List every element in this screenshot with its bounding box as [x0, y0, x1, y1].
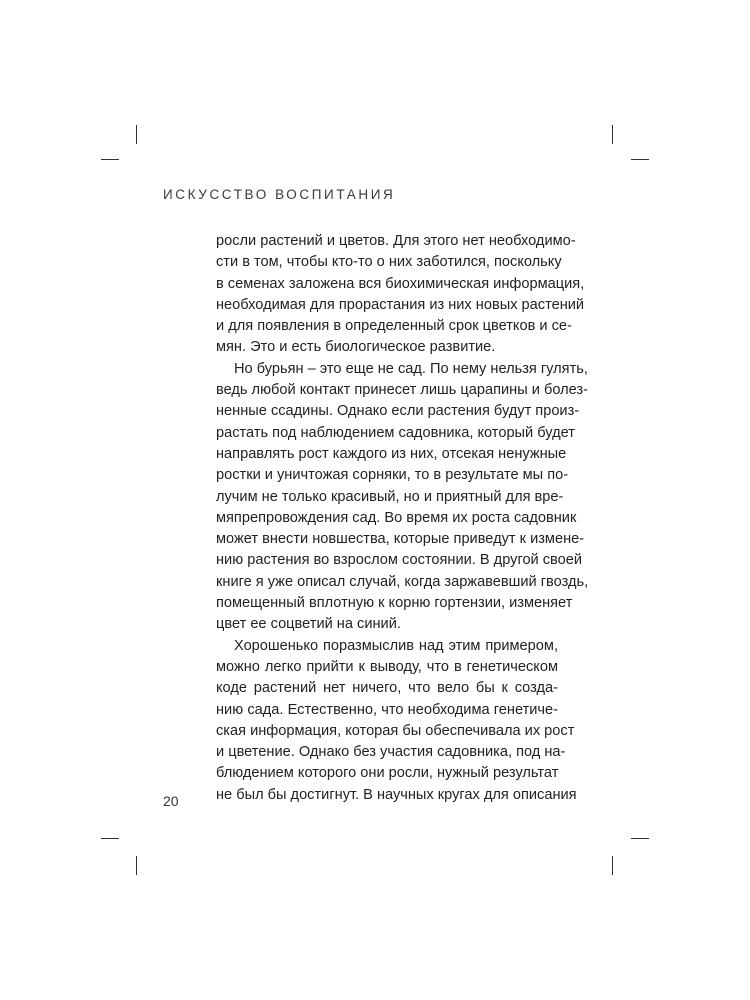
text-line: ская информация, которая бы обеспечивала их рост — [216, 722, 575, 739]
text-line: не был бы достигнут. В научных кругах для описания — [216, 786, 577, 803]
running-head: ИСКУССТВО ВОСПИТАНИЯ — [163, 187, 396, 202]
text-line: и цветение. Однако без участия садовника, под на- — [216, 744, 566, 761]
crop-mark-bottom-right-horizontal — [631, 838, 649, 839]
body-text — [216, 231, 589, 806]
text-line: можно легко прийти к выводу, что в генетическом — [216, 658, 558, 675]
text-line: нию сада. Естественно, что необходима генетиче- — [216, 701, 558, 718]
text-line: нию растения во взрослом состоянии. В другой своей — [216, 552, 583, 569]
crop-mark-top-left-horizontal — [101, 159, 119, 160]
text-line: коде растений нет ничего, что вело бы к созда- — [216, 680, 558, 697]
text-line: необходимая для прорастания из них новых растений — [216, 296, 585, 313]
text-line: в семенах заложена вся биохимическая информация, — [216, 275, 585, 292]
text-line: ростки и уничтожая сорняки, то в результате мы по- — [216, 467, 569, 484]
text-line: растать под наблюдением садовника, который будет — [216, 424, 575, 441]
text-line: цвет ее соцветий на синий. — [216, 616, 401, 633]
crop-mark-top-right-horizontal — [631, 159, 649, 160]
text-line: лучим не только красивый, но и приятный для вре- — [216, 488, 564, 505]
text-line: блюдением которого они росли, нужный результат — [216, 765, 559, 782]
crop-mark-bottom-left-horizontal — [101, 838, 119, 839]
crop-mark-bottom-right-vertical — [612, 856, 613, 875]
crop-mark-bottom-left-vertical — [136, 856, 137, 875]
page-number: 20 — [163, 793, 179, 809]
crop-mark-top-left-vertical — [136, 125, 137, 144]
text-line: может внести новшества, которые приведут к измене- — [216, 531, 585, 548]
text-line: Но бурьян – это еще не сад. По нему нельзя гулять, — [234, 360, 588, 377]
text-line: ведь любой контакт принесет лишь царапины и болез- — [216, 382, 588, 399]
text-line: сти в том, чтобы кто-то о них заботился, поскольку — [216, 254, 562, 271]
text-line: мян. Это и есть биологическое развитие. — [216, 339, 496, 356]
text-line: мяпрепровождения сад. Во время их роста садовник — [216, 509, 577, 526]
text-line: и для появления в определенный срок цветков и се- — [216, 318, 572, 335]
text-line: направлять рост каждого из них, отсекая ненужные — [216, 445, 567, 462]
crop-mark-top-right-vertical — [612, 125, 613, 144]
text-line: помещенный вплотную к корню гортензии, изменяет — [216, 595, 573, 612]
text-line: Хорошенько поразмыслив над этим примером, — [234, 637, 558, 654]
text-line: ненные ссадины. Однако если растения будут произ- — [216, 403, 580, 420]
text-line: росли растений и цветов. Для этого нет необходимо- — [216, 233, 576, 249]
text-line: книге я уже описал случай, когда заржавевший гвоздь, — [216, 573, 589, 590]
